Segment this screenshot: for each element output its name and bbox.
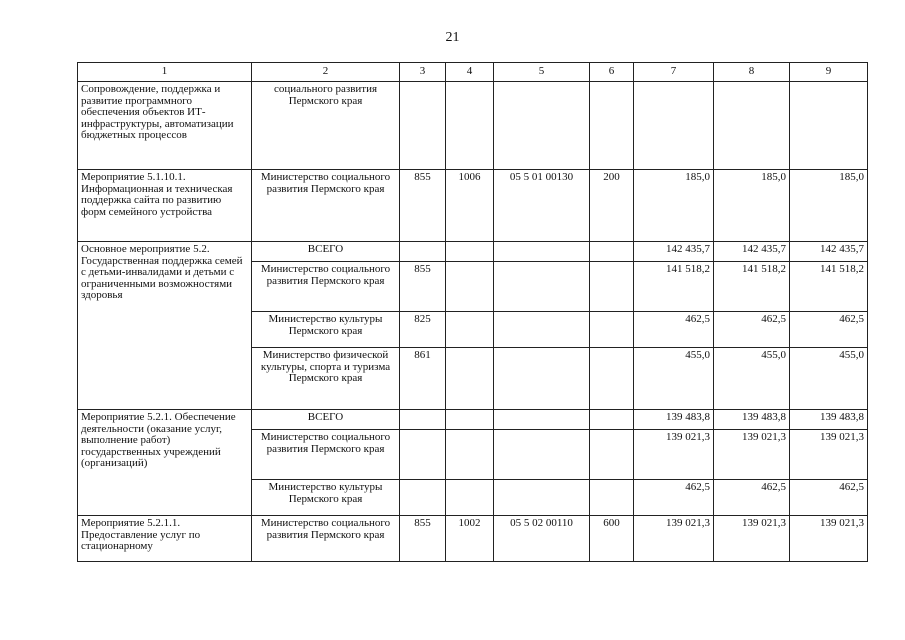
column-header: 7: [634, 63, 714, 82]
target-article-cell: [494, 82, 590, 170]
expense-type-cell: [590, 82, 634, 170]
column-header: 2: [252, 63, 400, 82]
amount-cell: 185,0: [714, 170, 790, 242]
amount-cell: 462,5: [790, 312, 868, 348]
expense-type-cell: 600: [590, 516, 634, 562]
organization-cell: социального развития Пермского края: [252, 82, 400, 170]
budget-table: [77, 62, 868, 562]
amount-cell: 139 021,3: [790, 516, 868, 562]
column-header: 9: [790, 63, 868, 82]
expense-type-cell: [590, 242, 634, 262]
amount-cell: [714, 82, 790, 170]
column-header: 4: [446, 63, 494, 82]
amount-cell: 462,5: [790, 480, 868, 516]
amount-cell: 142 435,7: [714, 242, 790, 262]
amount-cell: 185,0: [790, 170, 868, 242]
organization-cell: Министерство социального развития Пермского края: [252, 170, 400, 242]
target-article-cell: [494, 262, 590, 312]
amount-cell: 139 021,3: [714, 516, 790, 562]
section-cell: [446, 480, 494, 516]
amount-cell: 455,0: [634, 348, 714, 410]
code-cell: 855: [400, 170, 446, 242]
amount-cell: 455,0: [714, 348, 790, 410]
table-row: [78, 170, 868, 242]
column-header: 3: [400, 63, 446, 82]
organization-cell: Министерство социального развития Пермского края: [252, 516, 400, 562]
target-article-cell: 05 5 02 00110: [494, 516, 590, 562]
header-row: [78, 63, 868, 82]
amount-cell: 139 021,3: [790, 430, 868, 480]
amount-cell: 139 483,8: [714, 410, 790, 430]
amount-cell: [790, 82, 868, 170]
amount-cell: 139 483,8: [790, 410, 868, 430]
target-article-cell: [494, 348, 590, 410]
amount-cell: 462,5: [714, 312, 790, 348]
section-cell: [446, 410, 494, 430]
column-header: 8: [714, 63, 790, 82]
code-cell: 855: [400, 516, 446, 562]
target-article-cell: [494, 312, 590, 348]
expense-type-cell: [590, 410, 634, 430]
amount-cell: 141 518,2: [790, 262, 868, 312]
expense-type-cell: [590, 430, 634, 480]
code-cell: 861: [400, 348, 446, 410]
code-cell: [400, 480, 446, 516]
code-cell: [400, 242, 446, 262]
organization-cell: ВСЕГО: [252, 410, 400, 430]
table-row: [78, 410, 868, 430]
amount-cell: 139 021,3: [714, 430, 790, 480]
expense-type-cell: [590, 480, 634, 516]
code-cell: [400, 430, 446, 480]
amount-cell: [634, 82, 714, 170]
organization-cell: Министерство культуры Пермского края: [252, 312, 400, 348]
organization-cell: Министерство культуры Пермского края: [252, 480, 400, 516]
amount-cell: 142 435,7: [790, 242, 868, 262]
table-row: [78, 242, 868, 262]
section-cell: [446, 82, 494, 170]
page-number: 21: [445, 30, 460, 45]
amount-cell: 462,5: [714, 480, 790, 516]
column-header: 6: [590, 63, 634, 82]
expense-type-cell: [590, 348, 634, 410]
activity-name-cell: Мероприятие 5.1.10.1. Информационная и техническая поддержка сайта по развитию форм семейного устройства: [78, 170, 252, 242]
section-cell: [446, 242, 494, 262]
code-cell: 855: [400, 262, 446, 312]
expense-type-cell: [590, 312, 634, 348]
amount-cell: 141 518,2: [634, 262, 714, 312]
amount-cell: 185,0: [634, 170, 714, 242]
organization-cell: Министерство социального развития Пермского края: [252, 262, 400, 312]
expense-type-cell: [590, 262, 634, 312]
column-header: 5: [494, 63, 590, 82]
table-row: [78, 82, 868, 170]
amount-cell: 455,0: [790, 348, 868, 410]
column-header: 1: [78, 63, 252, 82]
activity-name-cell: Мероприятие 5.2.1. Обеспечение деятельности (оказание услуг, выполнение работ) государственных учреждений (организаций): [78, 410, 252, 516]
section-cell: 1006: [446, 170, 494, 242]
section-cell: [446, 348, 494, 410]
code-cell: [400, 82, 446, 170]
target-article-cell: [494, 410, 590, 430]
expense-type-cell: 200: [590, 170, 634, 242]
section-cell: [446, 430, 494, 480]
organization-cell: Министерство физической культуры, спорта и туризма Пермского края: [252, 348, 400, 410]
organization-cell: Министерство социального развития Пермского края: [252, 430, 400, 480]
amount-cell: 141 518,2: [714, 262, 790, 312]
amount-cell: 139 483,8: [634, 410, 714, 430]
activity-name-cell: Основное мероприятие 5.2. Государственная поддержка семей с детьми-инвалидами и детьми с ограниченными возможностями здоровья: [78, 242, 252, 410]
section-cell: [446, 262, 494, 312]
organization-cell: ВСЕГО: [252, 242, 400, 262]
amount-cell: 462,5: [634, 312, 714, 348]
target-article-cell: [494, 242, 590, 262]
amount-cell: 462,5: [634, 480, 714, 516]
code-cell: 825: [400, 312, 446, 348]
activity-name-cell: Мероприятие 5.2.1.1. Предоставление услуг по стационарному: [78, 516, 252, 562]
section-cell: [446, 312, 494, 348]
activity-name-cell: Сопровождение, поддержка и развитие программного обеспечения объектов ИТ-инфраструктуры, автоматизации бюджетных процессов: [78, 82, 252, 170]
target-article-cell: 05 5 01 00130: [494, 170, 590, 242]
section-cell: 1002: [446, 516, 494, 562]
code-cell: [400, 410, 446, 430]
amount-cell: 142 435,7: [634, 242, 714, 262]
amount-cell: 139 021,3: [634, 430, 714, 480]
target-article-cell: [494, 430, 590, 480]
amount-cell: 139 021,3: [634, 516, 714, 562]
target-article-cell: [494, 480, 590, 516]
table-row: [78, 516, 868, 562]
